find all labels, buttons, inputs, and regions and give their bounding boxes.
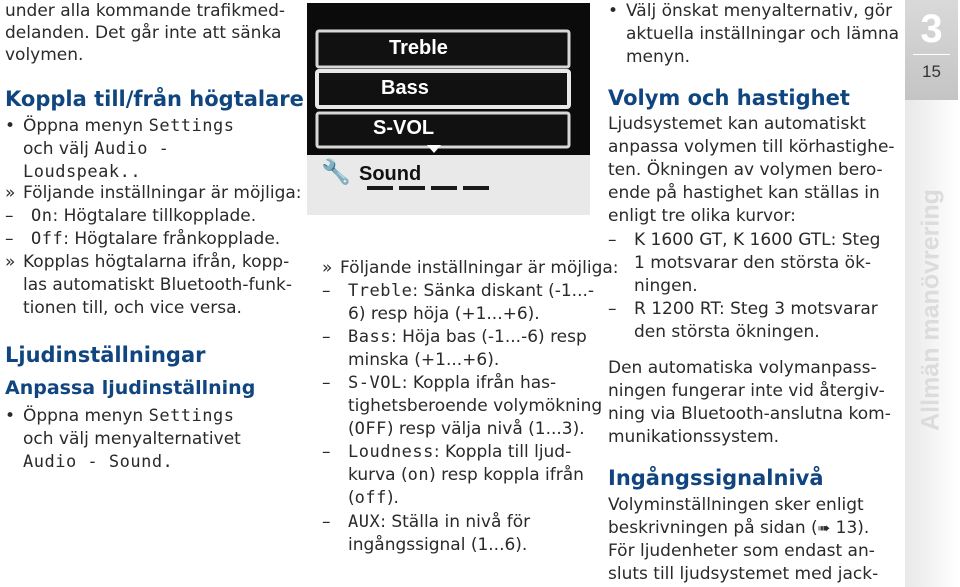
intro-line-1: under alla kommande trafikmed- bbox=[5, 1, 286, 21]
option-bass: – Bass: Höja bas (-1...-6) resp minska (+1...+6). bbox=[322, 327, 587, 370]
heading-sound-settings: Ljudinställningar bbox=[5, 343, 206, 367]
bullet-open-settings: • Öppna menyn Settings och välj Audio - Loudspeak.. bbox=[5, 115, 303, 184]
curve-r1200: – R 1200 RT: Steg 3 motsvarar den största ökningen. bbox=[608, 299, 878, 342]
dash-icon: – bbox=[608, 299, 617, 319]
heading-speakers: Koppla till/från högtalare bbox=[5, 87, 304, 111]
bullet-select-option: • Välj önskat menyalternativ, gör aktuella inställningar och lämna menyn. bbox=[608, 0, 899, 69]
dash-icon: – bbox=[322, 373, 331, 393]
arrow-icon: » bbox=[322, 258, 333, 278]
page-ref-link[interactable]: 13 bbox=[835, 518, 858, 538]
section-tab bbox=[905, 100, 958, 587]
result-bluetooth: » Kopplas högtalarna ifrån, kopp- las automatiskt Bluetooth-funk- tionen till, och vice versa. bbox=[5, 252, 292, 318]
display-screenshot bbox=[307, 3, 590, 215]
menu-item-svol: S-VOL bbox=[373, 117, 435, 139]
dash-icon: – bbox=[5, 229, 14, 249]
page-number: 15 bbox=[922, 62, 941, 81]
paragraph-input-level: Volyminställningen sker enligt beskrivningen på sidan (➠ 13). För ljudenheter som endast an- sluts till ljudsystemet med jack- bbox=[608, 495, 879, 584]
chapter-number: 3 bbox=[920, 7, 943, 51]
chapter-box bbox=[905, 0, 958, 100]
intro-line-2: delanden. Det går inte att sänka bbox=[5, 23, 282, 43]
paragraph-auto-volume: Ljudsystemet kan automatiskt anpassa volymen till körhastighe- ten. Ökningen av volymen bero- ende på hastighet kan ställas in enligt tre olika kurvor: bbox=[608, 114, 895, 226]
intro-line-3: volymen. bbox=[5, 45, 84, 65]
result-settings-possible: » Följande inställningar är möjliga: bbox=[5, 183, 302, 203]
bullet-open-audio-sound: • Öppna menyn Settings och välj menyalternativet Audio - Sound. bbox=[5, 405, 303, 474]
heading-input-level: Ingångssignalnivå bbox=[608, 466, 824, 490]
dash-icon: – bbox=[322, 327, 331, 347]
menu-item-treble: Treble bbox=[389, 37, 448, 59]
section-label: Allmän manövrering bbox=[916, 189, 945, 431]
wrench-icon: 🔧 bbox=[321, 158, 351, 186]
curve-k1600: – K 1600 GT, K 1600 GTL: Steg 1 motsvarar den största ök- ningen. bbox=[608, 230, 881, 296]
option-svol: – S-VOL: Koppla ifrån has- tighetsberoende volymökning (OFF) resp välja nivå (1...3). bbox=[322, 373, 603, 439]
dash-icon: – bbox=[322, 512, 331, 532]
option-off: – Off: Högtalare frånkopplade. bbox=[5, 229, 281, 249]
option-aux: – AUX: Ställa in nivå för ingångssignal (1...6). bbox=[322, 512, 531, 555]
arrow-icon: » bbox=[5, 252, 16, 272]
arrow-icon: » bbox=[5, 183, 16, 203]
option-loudness: – Loudness: Koppla till ljud- kurva (on) resp koppla ifrån (off). bbox=[322, 442, 584, 508]
result-sound-settings: » Följande inställningar är möjliga: bbox=[322, 258, 619, 278]
chapter-side-tab bbox=[905, 0, 958, 587]
option-treble: – Treble: Sänka diskant (-1...- 6) resp höja (+1...+6). bbox=[322, 281, 595, 324]
menu-item-bass: Bass bbox=[381, 77, 429, 99]
chapter-divider bbox=[913, 54, 950, 55]
dash-icon: – bbox=[322, 281, 331, 301]
heading-volume-speed: Volym och hastighet bbox=[608, 86, 850, 110]
dash-icon: – bbox=[322, 442, 331, 462]
dash-icon: – bbox=[5, 206, 14, 226]
menu-footer-sound: Sound bbox=[359, 163, 422, 185]
dash-icon: – bbox=[608, 230, 617, 250]
heading-adjust-sound: Anpassa ljudinställning bbox=[5, 377, 256, 399]
page-ref-arrow-icon: ➠ bbox=[817, 519, 831, 537]
option-on: – On: Högtalare tillkopplade. bbox=[5, 206, 257, 226]
paragraph-bluetooth-note: Den automatiska volymanpass- ningen fungerar inte vid återgiv- ning via Bluetooth-anslutna kom- munikationssystem. bbox=[608, 358, 891, 447]
